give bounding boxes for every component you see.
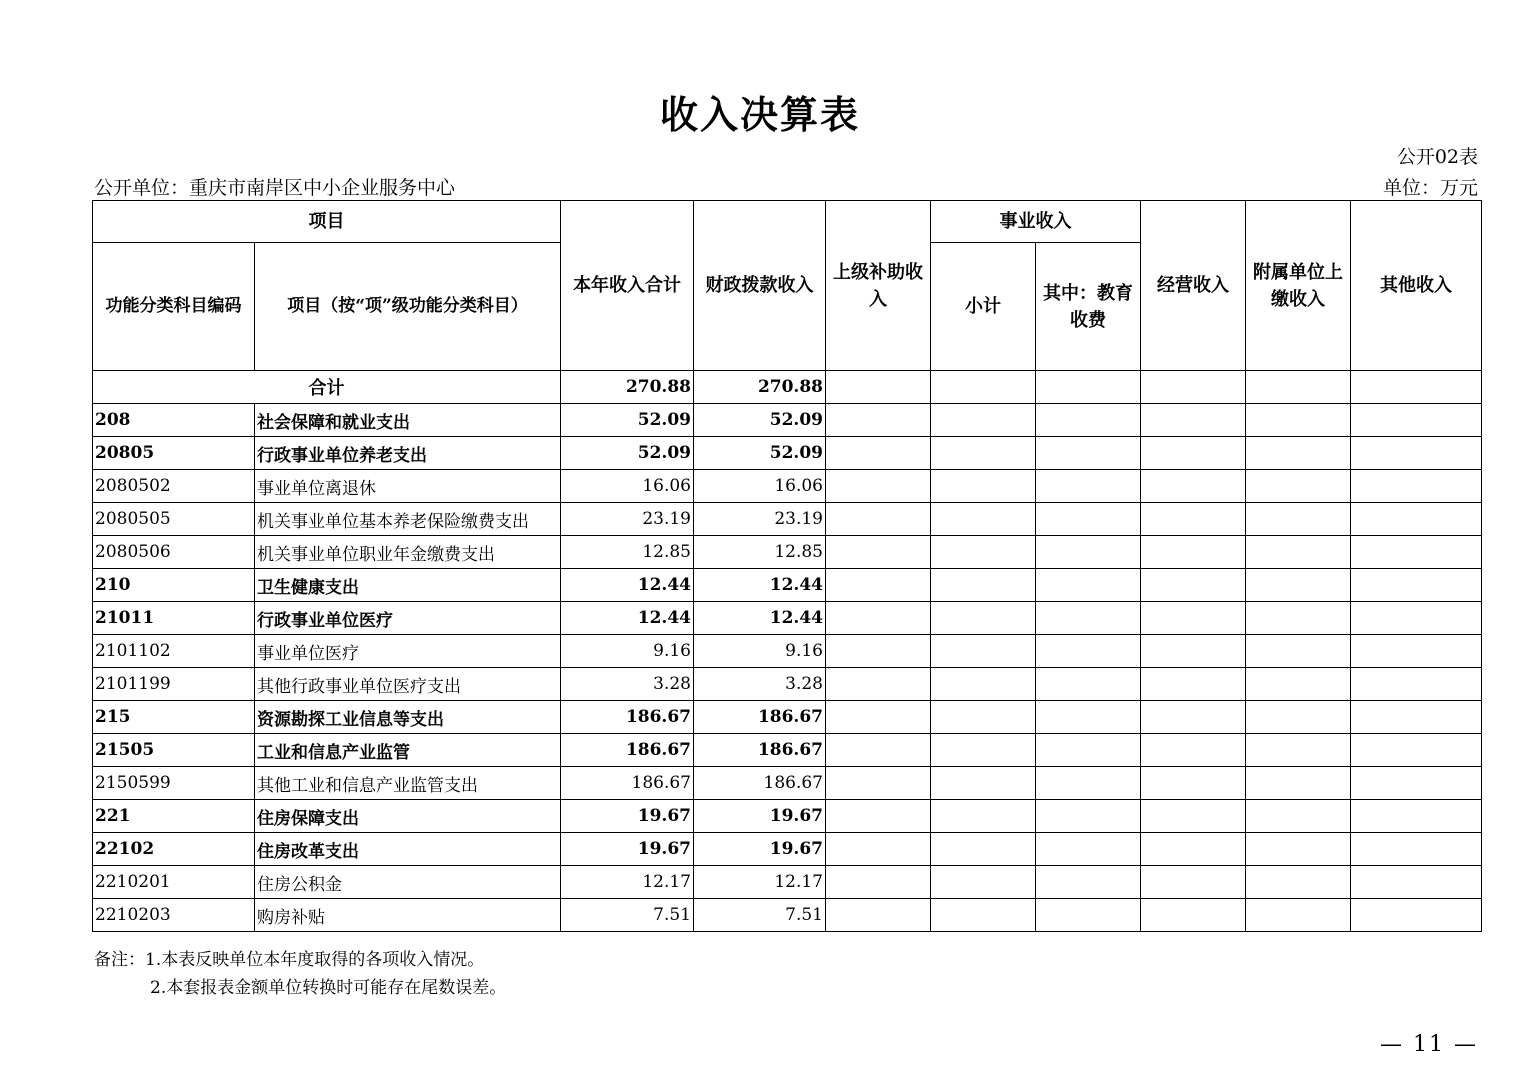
- empty-cell: [931, 899, 1036, 932]
- total-income-cell: 9.16: [561, 635, 694, 668]
- empty-cell: [1141, 404, 1246, 437]
- empty-cell: [1246, 767, 1351, 800]
- empty-cell: [1036, 569, 1141, 602]
- empty-cell: [1246, 536, 1351, 569]
- table-row: [93, 767, 1482, 800]
- empty-cell: [1351, 470, 1482, 503]
- empty-cell: [1141, 866, 1246, 899]
- total-income-cell: 12.85: [561, 536, 694, 569]
- empty-cell: [1351, 767, 1482, 800]
- code-cell: 2210203: [93, 899, 255, 932]
- empty-cell: [931, 866, 1036, 899]
- item-name-cell: 事业单位离退休: [255, 470, 561, 503]
- header-total: 本年收入合计: [561, 201, 694, 371]
- fiscal-income-cell: 23.19: [694, 503, 826, 536]
- code-cell: 210: [93, 569, 255, 602]
- empty-cell: [1351, 635, 1482, 668]
- total-income-cell: 270.88: [561, 371, 694, 404]
- empty-cell: [826, 767, 931, 800]
- empty-cell: [1351, 734, 1482, 767]
- income-table: [92, 200, 1482, 932]
- notes: [94, 946, 506, 1002]
- page-title: 收入决算表: [659, 92, 860, 137]
- empty-cell: [1141, 437, 1246, 470]
- item-name-cell: 工业和信息产业监管: [255, 734, 561, 767]
- total-label: 合计: [93, 371, 561, 404]
- fiscal-income-cell: 12.17: [694, 866, 826, 899]
- empty-cell: [1351, 503, 1482, 536]
- empty-cell: [1351, 800, 1482, 833]
- code-cell: 20805: [93, 437, 255, 470]
- empty-cell: [1036, 371, 1141, 404]
- empty-cell: [1246, 371, 1351, 404]
- item-name-cell: 其他工业和信息产业监管支出: [255, 767, 561, 800]
- total-income-cell: 186.67: [561, 767, 694, 800]
- empty-cell: [931, 470, 1036, 503]
- table-row: [93, 899, 1482, 932]
- item-name-cell: 住房公积金: [255, 866, 561, 899]
- empty-cell: [1351, 371, 1482, 404]
- empty-cell: [1036, 767, 1141, 800]
- code-cell: 2150599: [93, 767, 255, 800]
- empty-cell: [931, 404, 1036, 437]
- fiscal-income-cell: 9.16: [694, 635, 826, 668]
- code-cell: 221: [93, 800, 255, 833]
- item-name-cell: 卫生健康支出: [255, 569, 561, 602]
- empty-cell: [1351, 536, 1482, 569]
- empty-cell: [1351, 404, 1482, 437]
- empty-cell: [826, 470, 931, 503]
- empty-cell: [1141, 800, 1246, 833]
- empty-cell: [1141, 470, 1246, 503]
- table-row: [93, 536, 1482, 569]
- empty-cell: [931, 569, 1036, 602]
- empty-cell: [1246, 635, 1351, 668]
- empty-cell: [826, 503, 931, 536]
- empty-cell: [931, 734, 1036, 767]
- item-name-cell: 事业单位医疗: [255, 635, 561, 668]
- table-row: [93, 437, 1482, 470]
- total-income-cell: 19.67: [561, 833, 694, 866]
- empty-cell: [826, 602, 931, 635]
- empty-cell: [1036, 404, 1141, 437]
- empty-cell: [1246, 833, 1351, 866]
- code-cell: 2101199: [93, 668, 255, 701]
- empty-cell: [1141, 767, 1246, 800]
- empty-cell: [1351, 833, 1482, 866]
- empty-cell: [1246, 602, 1351, 635]
- empty-cell: [1351, 899, 1482, 932]
- empty-cell: [826, 371, 931, 404]
- total-income-cell: 52.09: [561, 437, 694, 470]
- empty-cell: [1141, 668, 1246, 701]
- table-row: [93, 833, 1482, 866]
- empty-cell: [1351, 668, 1482, 701]
- item-name-cell: 其他行政事业单位医疗支出: [255, 668, 561, 701]
- empty-cell: [1351, 866, 1482, 899]
- empty-cell: [826, 404, 931, 437]
- empty-cell: [1246, 701, 1351, 734]
- code-cell: 2210201: [93, 866, 255, 899]
- empty-cell: [1246, 569, 1351, 602]
- empty-cell: [931, 503, 1036, 536]
- empty-cell: [1036, 437, 1141, 470]
- table-row: [93, 668, 1482, 701]
- item-name-cell: 机关事业单位基本养老保险缴费支出: [255, 503, 561, 536]
- item-name-cell: 机关事业单位职业年金缴费支出: [255, 536, 561, 569]
- table-code: 公开02表: [1396, 146, 1478, 168]
- table-row: [93, 734, 1482, 767]
- table-row: [93, 470, 1482, 503]
- total-income-cell: 19.67: [561, 800, 694, 833]
- item-name-cell: 购房补贴: [255, 899, 561, 932]
- header-fiscal: 财政拨款收入: [694, 201, 826, 371]
- total-income-cell: 186.67: [561, 734, 694, 767]
- total-row: [93, 371, 1482, 404]
- empty-cell: [1141, 833, 1246, 866]
- table-row: [93, 800, 1482, 833]
- empty-cell: [1036, 866, 1141, 899]
- empty-cell: [1036, 800, 1141, 833]
- empty-cell: [826, 800, 931, 833]
- item-name-cell: 行政事业单位养老支出: [255, 437, 561, 470]
- table-row: [93, 866, 1482, 899]
- table-row: [93, 404, 1482, 437]
- empty-cell: [826, 833, 931, 866]
- header-superior: 上级补助收入: [826, 201, 931, 371]
- empty-cell: [1036, 602, 1141, 635]
- empty-cell: [931, 668, 1036, 701]
- empty-cell: [1141, 734, 1246, 767]
- empty-cell: [1351, 701, 1482, 734]
- empty-cell: [1036, 668, 1141, 701]
- empty-cell: [826, 668, 931, 701]
- code-cell: 208: [93, 404, 255, 437]
- code-cell: 2080502: [93, 470, 255, 503]
- table-row: [93, 635, 1482, 668]
- header-code: 功能分类科目编码: [93, 243, 255, 371]
- empty-cell: [931, 767, 1036, 800]
- empty-cell: [1141, 701, 1246, 734]
- header-operating: 经营收入: [1141, 201, 1246, 371]
- fiscal-income-cell: 186.67: [694, 734, 826, 767]
- header-project: 项目: [93, 201, 561, 243]
- empty-cell: [826, 734, 931, 767]
- empty-cell: [826, 899, 931, 932]
- empty-cell: [1141, 371, 1246, 404]
- item-name-cell: 住房保障支出: [255, 800, 561, 833]
- empty-cell: [1246, 470, 1351, 503]
- code-cell: 22102: [93, 833, 255, 866]
- table-row: [93, 503, 1482, 536]
- header-other: 其他收入: [1351, 201, 1482, 371]
- empty-cell: [931, 536, 1036, 569]
- reporting-unit: 公开单位：重庆市南岸区中小企业服务中心: [94, 177, 456, 199]
- fiscal-income-cell: 186.67: [694, 701, 826, 734]
- empty-cell: [826, 701, 931, 734]
- code-cell: 2101102: [93, 635, 255, 668]
- currency-unit: 单位：万元: [1382, 177, 1478, 199]
- total-income-cell: 7.51: [561, 899, 694, 932]
- fiscal-income-cell: 16.06: [694, 470, 826, 503]
- empty-cell: [931, 800, 1036, 833]
- empty-cell: [1036, 503, 1141, 536]
- total-fiscal-cell: 270.88: [694, 371, 826, 404]
- item-name-cell: 社会保障和就业支出: [255, 404, 561, 437]
- empty-cell: [1141, 602, 1246, 635]
- total-income-cell: 12.17: [561, 866, 694, 899]
- fiscal-income-cell: 19.67: [694, 800, 826, 833]
- fiscal-income-cell: 3.28: [694, 668, 826, 701]
- empty-cell: [1036, 635, 1141, 668]
- code-cell: 215: [93, 701, 255, 734]
- fiscal-income-cell: 52.09: [694, 437, 826, 470]
- empty-cell: [931, 833, 1036, 866]
- empty-cell: [1141, 635, 1246, 668]
- header-item: 项目（按“项”级功能分类科目）: [255, 243, 561, 371]
- empty-cell: [1036, 899, 1141, 932]
- header-affiliated: 附属单位上缴收入: [1246, 201, 1351, 371]
- item-name-cell: 住房改革支出: [255, 833, 561, 866]
- total-income-cell: 3.28: [561, 668, 694, 701]
- empty-cell: [1036, 833, 1141, 866]
- empty-cell: [1246, 668, 1351, 701]
- page-number: — 11 —: [1380, 1032, 1478, 1057]
- empty-cell: [931, 701, 1036, 734]
- fiscal-income-cell: 12.44: [694, 569, 826, 602]
- header-education: 其中：教育收费: [1036, 243, 1141, 371]
- empty-cell: [1141, 899, 1246, 932]
- total-income-cell: 52.09: [561, 404, 694, 437]
- empty-cell: [1036, 536, 1141, 569]
- empty-cell: [1246, 734, 1351, 767]
- table-row: [93, 701, 1482, 734]
- header-business: 事业收入: [931, 201, 1141, 243]
- empty-cell: [1141, 569, 1246, 602]
- empty-cell: [1036, 470, 1141, 503]
- total-income-cell: 186.67: [561, 701, 694, 734]
- empty-cell: [1351, 569, 1482, 602]
- empty-cell: [1351, 602, 1482, 635]
- fiscal-income-cell: 12.85: [694, 536, 826, 569]
- total-income-cell: 16.06: [561, 470, 694, 503]
- table-row: [93, 602, 1482, 635]
- empty-cell: [1141, 536, 1246, 569]
- code-cell: 2080505: [93, 503, 255, 536]
- empty-cell: [826, 866, 931, 899]
- empty-cell: [826, 635, 931, 668]
- fiscal-income-cell: 186.67: [694, 767, 826, 800]
- fiscal-income-cell: 12.44: [694, 602, 826, 635]
- item-name-cell: 资源勘探工业信息等支出: [255, 701, 561, 734]
- total-income-cell: 12.44: [561, 602, 694, 635]
- total-income-cell: 23.19: [561, 503, 694, 536]
- code-cell: 2080506: [93, 536, 255, 569]
- empty-cell: [826, 437, 931, 470]
- empty-cell: [1036, 701, 1141, 734]
- note-1: 备注：1.本表反映单位本年度取得的各项收入情况。: [94, 950, 485, 970]
- empty-cell: [1246, 866, 1351, 899]
- fiscal-income-cell: 52.09: [694, 404, 826, 437]
- item-name-cell: 行政事业单位医疗: [255, 602, 561, 635]
- empty-cell: [826, 536, 931, 569]
- code-cell: 21505: [93, 734, 255, 767]
- total-income-cell: 12.44: [561, 569, 694, 602]
- empty-cell: [826, 569, 931, 602]
- empty-cell: [1141, 503, 1246, 536]
- empty-cell: [1246, 503, 1351, 536]
- table-row: [93, 569, 1482, 602]
- empty-cell: [931, 635, 1036, 668]
- empty-cell: [1351, 437, 1482, 470]
- note-2: 2.本套报表金额单位转换时可能存在尾数误差。: [150, 978, 507, 998]
- fiscal-income-cell: 7.51: [694, 899, 826, 932]
- empty-cell: [1036, 734, 1141, 767]
- code-cell: 21011: [93, 602, 255, 635]
- empty-cell: [931, 602, 1036, 635]
- fiscal-income-cell: 19.67: [694, 833, 826, 866]
- header-subtotal: 小计: [931, 243, 1036, 371]
- empty-cell: [1246, 404, 1351, 437]
- empty-cell: [1246, 899, 1351, 932]
- empty-cell: [1246, 437, 1351, 470]
- empty-cell: [931, 371, 1036, 404]
- empty-cell: [931, 437, 1036, 470]
- empty-cell: [1246, 800, 1351, 833]
